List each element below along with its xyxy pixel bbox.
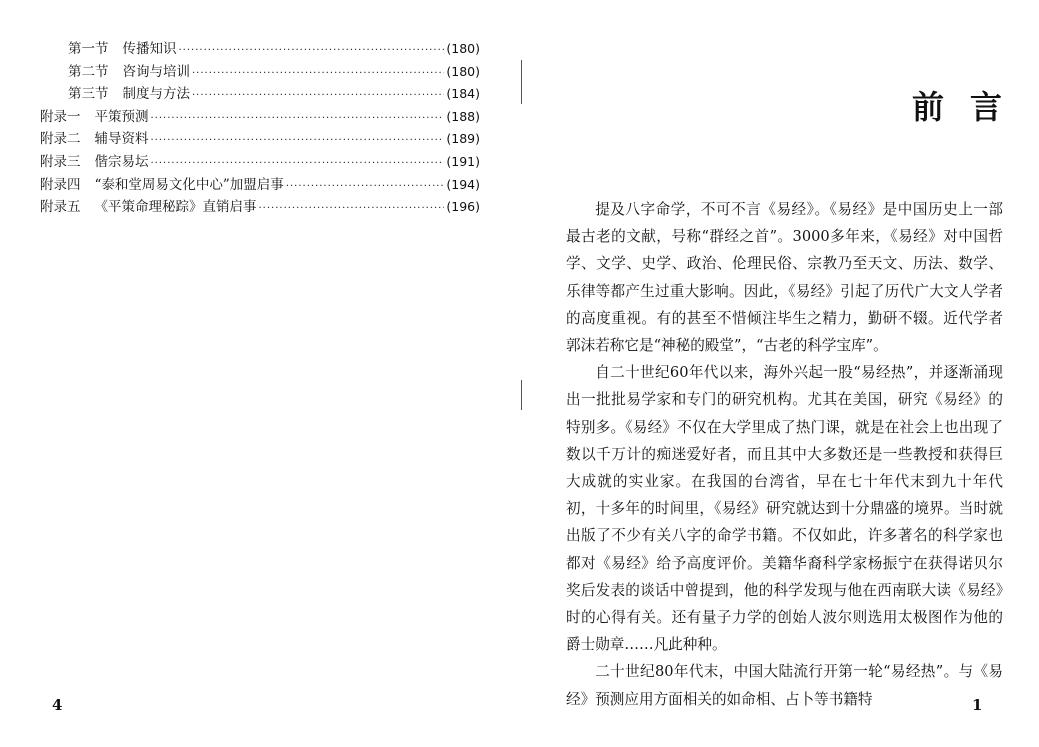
toc-entry-page: (191) [446, 153, 480, 169]
toc-leader-dots [151, 153, 445, 176]
toc-entry-number: 附录四 [40, 176, 81, 193]
toc-entry-number: 第一节 [68, 41, 109, 57]
toc-entry [40, 83, 480, 106]
toc-entry [40, 151, 480, 174]
preface-body [566, 196, 1003, 713]
toc-entry-number: 附录二 [40, 131, 81, 148]
right-page-number: 1 [972, 696, 983, 714]
gutter-mark [521, 380, 522, 410]
toc-entry-page: (188) [446, 108, 480, 124]
toc-entry-page: (180) [446, 41, 480, 56]
toc-leader-dots [192, 85, 444, 108]
toc-entry-title: 平策预测 [94, 108, 149, 125]
toc-entry [40, 174, 480, 197]
toc-leader-dots [259, 198, 445, 221]
toc-entry-title: 偕宗易坛 [94, 153, 149, 170]
toc-entry-number: 附录一 [40, 108, 81, 125]
preface-paragraph: 提及八字命学，不可不言《易经》。《易经》是中国历史上一部最古老的文献，号称“群经之首”。3000多年来，《易经》对中国哲学、文学、史学、政治、伦理民俗、宗教乃至天文、历法、数学、乐律等都产生过重大影响。因此，《易经》引起了历代广大文人学者的高度重视。有的甚至不惜倾注毕生之精力，勤研不辍。近代学者郭沫若称它是“神秘的殿堂”，“古老的科学宝库”。 [566, 201, 1003, 355]
toc-entry [40, 196, 480, 219]
preface-title: 前言 [912, 88, 1029, 126]
toc-entry-title: “泰和堂周易文化中心”加盟启事 [94, 176, 284, 193]
toc-entry [40, 38, 480, 61]
toc-entry [40, 61, 480, 84]
toc-entry-page: (194) [446, 176, 480, 192]
toc-entry-page: (189) [446, 131, 480, 147]
preface-paragraph: 二十世纪80年代末，中国大陆流行开第一轮“易经热”。与《易经》预测应用方面相关的如命相、占卜等书籍特 [566, 663, 1003, 708]
toc-entry-title: 《平策命理秘踪》直销启事 [94, 199, 257, 216]
toc-entry-number: 附录三 [40, 153, 81, 170]
toc-leader-dots [192, 63, 444, 86]
toc-entry-page: (196) [446, 199, 480, 215]
toc-entry [40, 106, 480, 129]
table-of-contents [40, 38, 480, 219]
toc-leader-dots [151, 108, 445, 131]
gutter-mark [521, 60, 522, 104]
toc-entry-title: 辅导资料 [94, 131, 149, 148]
toc-leader-dots [179, 40, 445, 63]
toc-entry-page: (180) [446, 63, 480, 79]
toc-entry-number: 第三节 [68, 86, 109, 103]
toc-entry-title: 咨询与培训 [122, 63, 190, 80]
toc-entry-title: 传播知识 [122, 41, 177, 57]
toc-leader-dots [151, 130, 445, 153]
toc-entry-number: 附录五 [40, 199, 81, 216]
left-page-number: 4 [52, 696, 63, 714]
toc-entry-number: 第二节 [68, 63, 109, 80]
toc-entry-page: (184) [446, 86, 480, 102]
toc-entry [40, 128, 480, 151]
preface-paragraph: 自二十世纪60年代以来，海外兴起一股“易经热”，并逐渐涌现出一批批易学家和专门的研究机构。尤其在美国，研究《易经》的特别多。《易经》不仅在大学里成了热门课，就是在社会上也出现了数以千万计的痴迷爱好者，而且其中大多数还是一些教授和获得巨大成就的实业家。在我国的台湾省，早在七十年代末到九十年代初，十多年的时间里，《易经》研究就达到十分鼎盛的境界。当时就出版了不少有关八字的命学书籍。不仅如此，许多著名的科学家也都对《易经》给予高度评价。美籍华裔科学家杨振宁在获得诺贝尔奖后发表的谈话中曾提到，他的科学发现与他在西南联大读《易经》时的心得有关。还有量子力学的创始人波尔则选用太极图作为他的爵士勋章……凡此种种。 [566, 364, 1003, 654]
toc-entry-title: 制度与方法 [122, 86, 190, 103]
toc-leader-dots [286, 176, 445, 199]
